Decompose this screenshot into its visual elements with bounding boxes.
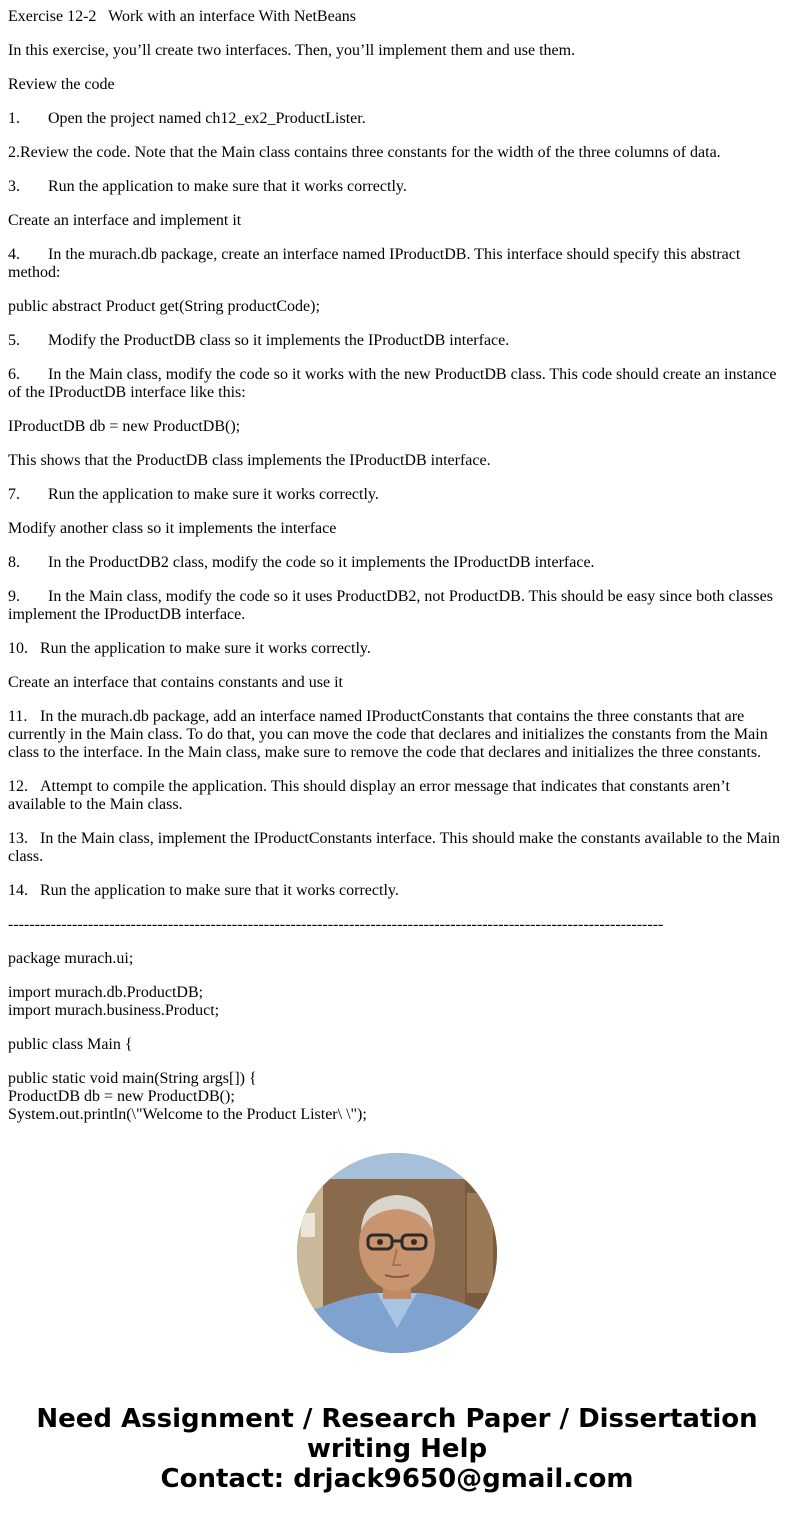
step-text: Run the application to make sure that it works correctly. [48,178,407,195]
step-text: Open the project named ch12_ex2_ProductLister. [48,110,366,127]
code-line: ProductDB db = new ProductDB(); [8,1088,235,1105]
step-text: In the Main class, modify the code so it uses ProductDB2, not ProductDB. This should be easy since both classes implement the IProductDB interface. [8,588,777,623]
step-text: Modify the ProductDB class so it implements the IProductDB interface. [48,332,510,349]
step-5 [8,332,786,350]
step-8 [8,554,786,572]
step-number: 10. [8,640,28,657]
step-text: In the murach.db package, add an interface named IProductConstants that contains the three constants that are currently in the Main class. To do that, you can move the code that declares and initializes the constants from the Main class to the interface. In the Main class, make sure to remove the code that declares and initializes the three constants. [8,708,772,761]
author-photo [297,1153,497,1353]
step-text: In the Main class, implement the IProductConstants interface. This should make the constants available to the Main class. [8,830,784,865]
code-instance: IProductDB db = new ProductDB(); [8,418,241,435]
code-import-line: import murach.business.Product; [8,1002,220,1019]
step-11 [8,708,786,762]
footer-banner [0,1404,794,1494]
footer-line: Need Assignment / Research Paper / Dissertation [36,1404,758,1434]
step-13 [8,830,786,866]
separator-line: --------------------------------------------------------------------------------------------------------------------------- [8,916,664,933]
step-9 [8,588,786,624]
note-paragraph: This shows that the ProductDB class implements the IProductDB interface. [8,452,491,469]
step-number: 1. [8,110,20,127]
step-14 [8,882,786,900]
step-text: In the Main class, modify the code so it works with the new ProductDB class. This code should create an instance of the IProductDB interface like this: [8,366,781,401]
step-number: 14. [8,882,28,899]
step-number: 6. [8,366,20,383]
step-7 [8,486,786,504]
step-number: 5. [8,332,20,349]
step-text: Attempt to compile the application. This should display an error message that indicates that constants aren’t available to the Main class. [8,778,734,813]
code-abstract-method: public abstract Product get(String productCode); [8,298,320,315]
exercise-title: Exercise 12-2 Work with an interface With NetBeans [8,8,357,25]
code-main-method [8,1070,786,1124]
footer-line: writing Help [306,1434,488,1464]
step-number: 7. [8,486,20,503]
section-heading-create-interface: Create an interface and implement it [8,212,242,229]
step-number: 3. [8,178,20,195]
footer-contact: Contact: drjack9650@gmail.com [160,1464,634,1494]
code-line: System.out.println(\"Welcome to the Product Lister\ \"); [8,1106,367,1123]
step-number: 12. [8,778,28,795]
document-body [8,8,786,1140]
step-text: Run the application to make sure that it works correctly. [40,882,399,899]
code-import-line: import murach.db.ProductDB; [8,984,204,1001]
portrait-image [297,1153,497,1353]
step-12 [8,778,786,814]
section-heading-modify-class: Modify another class so it implements the interface [8,520,337,537]
step-number: 8. [8,554,20,571]
step-2: 2.Review the code. Note that the Main class contains three constants for the width of the three columns of data. [8,144,721,161]
step-text: In the murach.db package, create an interface named IProductDB. This interface should specify this abstract method: [8,246,745,281]
step-3 [8,178,786,196]
step-number: 11. [8,708,28,725]
code-listing [8,950,786,1124]
code-line: public static void main(String args[]) { [8,1070,257,1087]
step-10 [8,640,786,658]
code-class-declaration: public class Main { [8,1036,133,1053]
code-package: package murach.ui; [8,950,134,967]
step-6 [8,366,786,402]
code-imports [8,984,786,1020]
step-number: 4. [8,246,20,263]
step-number: 13. [8,830,28,847]
step-1 [8,110,786,128]
intro-paragraph: In this exercise, you’ll create two interfaces. Then, you’ll implement them and use them. [8,42,576,59]
step-text: Run the application to make sure it works correctly. [48,486,379,503]
section-heading-constants: Create an interface that contains constants and use it [8,674,343,691]
step-number: 9. [8,588,20,605]
step-text: Run the application to make sure it works correctly. [40,640,371,657]
step-4 [8,246,786,282]
step-text: In the ProductDB2 class, modify the code so it implements the IProductDB interface. [48,554,595,571]
section-heading-review: Review the code [8,76,115,93]
